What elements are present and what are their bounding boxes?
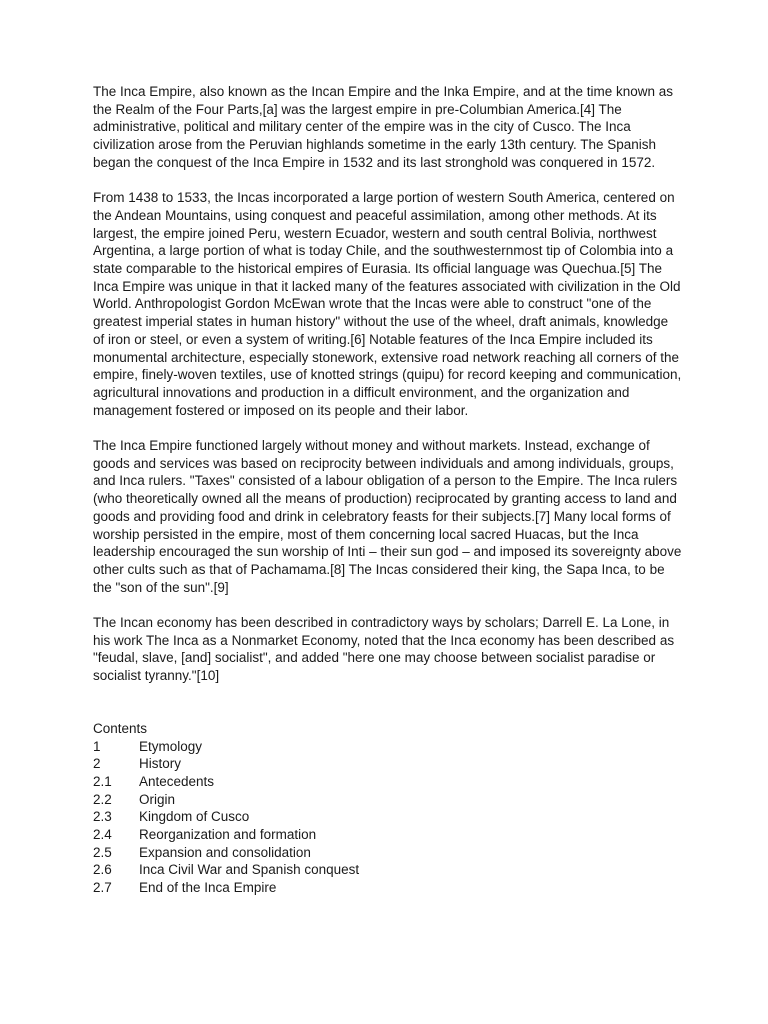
toc-item bbox=[93, 808, 683, 826]
document-page bbox=[93, 83, 683, 897]
toc-item bbox=[93, 826, 683, 844]
toc-number: 2 bbox=[93, 756, 101, 772]
toc-item bbox=[93, 844, 683, 862]
toc-label: Inca Civil War and Spanish conquest bbox=[139, 862, 360, 878]
toc-item bbox=[93, 773, 683, 791]
toc-number: 2.4 bbox=[93, 827, 112, 843]
toc-label: Antecedents bbox=[139, 773, 215, 789]
toc-label: End of the Inca Empire bbox=[139, 880, 277, 896]
toc-label: Kingdom of Cusco bbox=[139, 809, 250, 825]
toc-number: 2.3 bbox=[93, 809, 112, 825]
toc-item bbox=[93, 738, 683, 756]
expansion-paragraph: From 1438 to 1533, the Incas incorporated a large portion of western South America, centered on the Andean Mountains, using conquest and peaceful assimilation, among other methods. At its largest, the empire joined Peru, western Ecuador, western and south central Bolivia, northwest Argentina, a large portion of what is today Chile, and the southwesternmost tip of Colombia into a state comparable to the historical empires of Eurasia. Its official language was Quechua.[5] The Inca Empire was unique in that it lacked many of the features associated with civilization in the Old World. Anthropologist Gordon McEwan wrote that the Incas were able to construct "one of the greatest imperial states in human history" without the use of the wheel, draft animals, knowledge of iron or steel, or even a system of writing.[6] Notable features of the Inca Empire included its monumental architecture, especially stonework, extensive road network reaching all corners of the empire, finely-woven textiles, use of knotted strings (quipu) for record keeping and communication, agricultural innovations and production in a difficult environment, and the organization and management fostered or imposed on its people and their labor. bbox=[93, 190, 682, 418]
toc-label: Origin bbox=[139, 791, 176, 807]
toc-list bbox=[93, 738, 683, 897]
scholars-paragraph: The Incan economy has been described in contradictory ways by scholars; Darrell E. La Lone, in his work The Inca as a Nonmarket Economy, noted that the Inca economy has been described as "feudal, slave, [and] socialist", and added "here one may choose between socialist paradise or socialist tyranny."[10] bbox=[93, 615, 675, 684]
toc-number: 2.7 bbox=[93, 880, 112, 896]
toc-item bbox=[93, 791, 683, 809]
toc-item bbox=[93, 879, 683, 897]
toc-label: Etymology bbox=[139, 738, 203, 754]
toc-number: 2.2 bbox=[93, 791, 112, 807]
intro-paragraph: The Inca Empire, also known as the Incan Empire and the Inka Empire, and at the time known as the Realm of the Four Parts,[a] was the largest empire in pre-Columbian America.[4] The administrative, political and military center of the empire was in the city of Cusco. The Inca civilization arose from the Peruvian highlands sometime in the early 13th century. The Spanish began the conquest of the Inca Empire in 1532 and its last stronghold was conquered in 1572. bbox=[93, 84, 674, 170]
toc-number: 2.5 bbox=[93, 844, 112, 860]
toc-number: 2.6 bbox=[93, 862, 112, 878]
toc-item bbox=[93, 755, 683, 773]
toc-number: 1 bbox=[93, 738, 101, 754]
economy-paragraph: The Inca Empire functioned largely without money and without markets. Instead, exchange of goods and services was based on reciprocity between individuals and among individuals, groups, and Inca rulers. "Taxes" consisted of a labour obligation of a person to the Empire. The Inca rulers (who theoretically owned all the means of production) reciprocated by granting access to land and goods and providing food and drink in celebratory feasts for their subjects.[7] Many local forms of worship persisted in the empire, most of them concerning local sacred Huacas, but the Inca leadership encouraged the sun worship of Inti – their sun god – and imposed its sovereignty above other cults such as that of Pachamama.[8] The Incas considered their king, the Sapa Inca, to be the "son of the sun".[9] bbox=[93, 438, 682, 595]
toc-label: Expansion and consolidation bbox=[139, 844, 311, 860]
toc-item bbox=[93, 861, 683, 879]
contents-title: Contents bbox=[93, 720, 148, 736]
toc-label: Reorganization and formation bbox=[139, 827, 317, 843]
toc-number: 2.1 bbox=[93, 773, 112, 789]
table-of-contents bbox=[93, 720, 683, 897]
toc-label: History bbox=[139, 756, 182, 772]
